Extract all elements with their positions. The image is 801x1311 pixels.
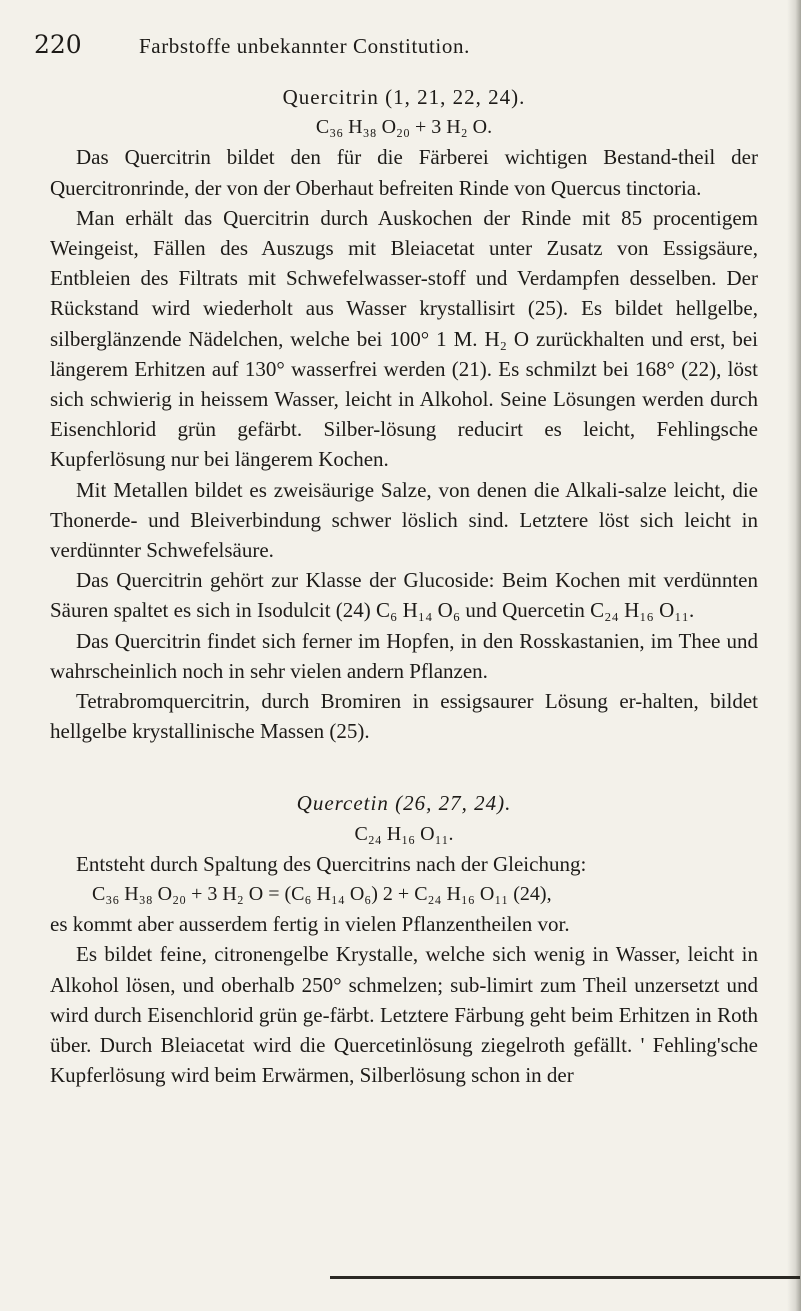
bottom-rule <box>330 1276 800 1279</box>
page-edge-shadow <box>787 0 801 1311</box>
paragraph: Es bildet feine, citronengelbe Krystalle, welche sich wenig in Wasser, leicht in Alkohol lösen, und oberhalb 250° schmelzen; sub-limirt zum Theil unzersetzt und wird durch Eisenchlorid grün ge-färbt. Letztere Färbung geht beim Erhitzen in Roth über. Durch Bleiacetat wird die Quercetinlösung ziegelroth gefällt. ' Fehling'sche Kupferlösung wird beim Erwärmen, Silberlösung schon in der <box>50 942 758 1088</box>
paragraph-after-equation: es kommt aber ausserdem fertig in vielen Pflanzentheilen vor. <box>50 912 570 937</box>
equation: C₃₆ H₃₈ O₂₀ + 3 H₂ O = (C₆ H₁₄ O₆) 2 + C₂₄ H₁₆ O₁₁ (24), <box>92 883 552 906</box>
paragraph-intro: Entsteht durch Spaltung des Quercitrins nach der Gleichung: <box>76 851 587 876</box>
section-heading-quercetin: Quercetin (26, 27, 24). <box>296 791 512 816</box>
paragraph: Mit Metallen bildet es zweisäurige Salze, von denen die Alkali-salze leicht, die Thonerde- und Bleiverbindung schwer löslich sind. Letztere löst sich leicht in verdünnter Schwefelsäure. <box>50 477 758 563</box>
paragraph: Tetrabromquercitrin, durch Bromiren in essigsaurer Lösung er-halten, bildet hellgelbe krystallinische Massen (25). <box>50 689 758 744</box>
page-body <box>50 82 758 1091</box>
paragraph: Das Quercitrin findet sich ferner im Hopfen, in den Rosskastanien, im Thee und wahrscheinlich noch in sehr vielen andern Pflanzen. <box>50 628 758 683</box>
section-spacer <box>50 746 758 788</box>
page-header <box>34 28 774 68</box>
section-heading-quercitrin: Quercitrin (1, 21, 22, 24). <box>282 85 526 109</box>
page-number: 220 <box>34 30 82 59</box>
formula-quercetin: C₂₄ H₁₆ O₁₁. <box>354 822 454 845</box>
paragraph: Man erhält das Quercitrin durch Auskochen der Rinde mit 85 procentigem Weingeist, Fällen des Auszugs mit Bleiacetat unter Zusatz von Essigsäure, Entbleien des Filtrats mit Schwefelwasser-stoff und Verdampfen desselben. Der Rückstand wird wiederholt aus Wasser krystallisirt (25). Es bildet hellgelbe, silberglänzende Nädelchen, welche bei 100° 1 M. H₂ O zurückhalten und erst, bei längerem Erhitzen auf 130° wasserfrei werden (21). Es schmilzt bei 168° (22), löst sich schwierig in heissem Wasser, leicht in Alkohol. Seine Lösungen werden durch Eisenchlorid grün gefärbt. Silber-lösung reducirt es leicht, Fehlingsche Kupferlösung nur bei längerem Kochen. <box>50 205 758 472</box>
paragraph: Das Quercitrin gehört zur Klasse der Glucoside: Beim Kochen mit verdünnten Säuren spaltet es sich in Isodulcit (24) C₆ H₁₄ O₆ und Quercetin C₂₄ H₁₆ O₁₁. <box>50 568 758 623</box>
paragraph: Das Quercitrin bildet den für die Färberei wichtigen Bestand-theil der Quercitronrinde, der von der Oberhaut befreiten Rinde von Quercus tinctoria. <box>50 145 758 200</box>
running-title: Farbstoffe unbekannter Constitution. <box>139 34 470 58</box>
formula-quercitrin: C₃₆ H₃₈ O₂₀ + 3 H₂ O. <box>315 116 493 139</box>
